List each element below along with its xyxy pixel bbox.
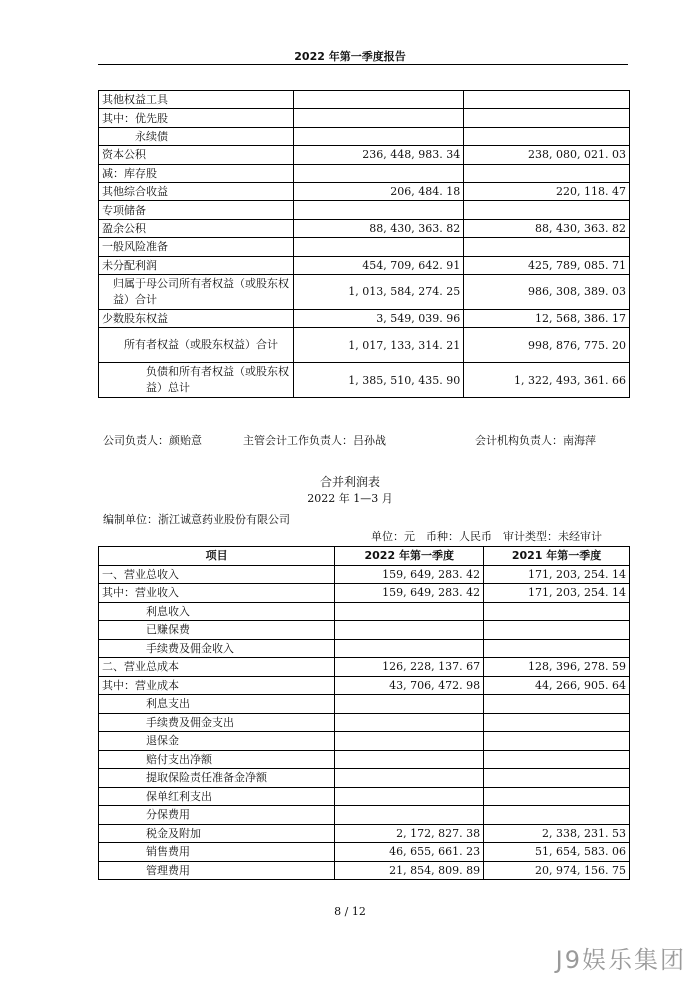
- table-row: [99, 219, 630, 237]
- value-2022: [294, 164, 464, 182]
- income-statement-period: 2022 年 1—3 月: [307, 492, 393, 505]
- value-2022: 1, 385, 510, 435. 90: [294, 363, 464, 398]
- value-2022: 159, 649, 283. 42: [335, 584, 484, 603]
- row-label: 一、营业总收入: [99, 565, 335, 584]
- value-2021: 238, 080, 021. 03: [464, 146, 630, 164]
- table-row: [99, 658, 630, 677]
- balance-sheet-body: [99, 91, 630, 398]
- value-2022: 1, 013, 584, 274. 25: [294, 274, 464, 309]
- row-label: 提取保险责任准备金净额: [99, 769, 335, 788]
- row-label: 资本公积: [99, 146, 294, 164]
- value-2021: [484, 695, 630, 714]
- value-2021: 171, 203, 254. 14: [484, 584, 630, 603]
- value-2021: [484, 639, 630, 658]
- row-label: 二、营业总成本: [99, 658, 335, 677]
- row-label: 税金及附加: [99, 824, 335, 843]
- row-label: 保单红利支出: [99, 787, 335, 806]
- units-line: 单位：元 币种：人民币 审计类型：未经审计: [371, 530, 602, 543]
- value-2022: [335, 639, 484, 658]
- value-2021: 425, 789, 085. 71: [464, 256, 630, 274]
- table-row: [99, 750, 630, 769]
- table-row: [99, 565, 630, 584]
- value-2021: 51, 654, 583. 06: [484, 843, 630, 862]
- row-label: 所有者权益（或股东权益）合计: [99, 328, 294, 363]
- table-row: [99, 274, 630, 309]
- value-2021: [484, 602, 630, 621]
- table-row: [99, 309, 630, 327]
- value-2021: 171, 203, 254. 14: [484, 565, 630, 584]
- balance-sheet-table: [98, 90, 630, 398]
- row-label: 手续费及佣金收入: [99, 639, 335, 658]
- row-label: 归属于母公司所有者权益（或股东权益）合计: [99, 274, 294, 309]
- row-label: 其中：优先股: [99, 109, 294, 127]
- table-row: [99, 769, 630, 788]
- table-row: [99, 127, 630, 145]
- table-row: [99, 676, 630, 695]
- agency-head-signature: 会计机构负责人：南海萍: [475, 434, 596, 447]
- value-2022: 1, 017, 133, 314. 21: [294, 328, 464, 363]
- header-rule: [98, 64, 628, 65]
- table-row: [99, 621, 630, 640]
- value-2022: [335, 621, 484, 640]
- value-2021: 220, 118. 47: [464, 182, 630, 200]
- income-statement-title: 合并利润表: [319, 475, 380, 489]
- value-2021: [484, 732, 630, 751]
- row-label: 其中：营业成本: [99, 676, 335, 695]
- value-2021: [464, 201, 630, 219]
- table-row: [99, 182, 630, 200]
- value-2022: [335, 602, 484, 621]
- row-label: 永续债: [99, 127, 294, 145]
- row-label: 退保金: [99, 732, 335, 751]
- value-2022: [294, 91, 464, 109]
- value-2021: [464, 238, 630, 256]
- value-2021: [484, 806, 630, 825]
- value-2022: 454, 709, 642. 91: [294, 256, 464, 274]
- watermark-logo: J9娱乐集团: [555, 946, 686, 974]
- value-2021: 998, 876, 775. 20: [464, 328, 630, 363]
- value-2022: 2, 172, 827. 38: [335, 824, 484, 843]
- header-2021q1: 2021 年第一季度: [484, 547, 630, 566]
- value-2022: [335, 769, 484, 788]
- table-row: [99, 91, 630, 109]
- table-row: [99, 109, 630, 127]
- table-row: [99, 787, 630, 806]
- table-row: [99, 584, 630, 603]
- value-2021: 44, 266, 905. 64: [484, 676, 630, 695]
- value-2021: [484, 713, 630, 732]
- value-2022: [294, 127, 464, 145]
- value-2022: [335, 732, 484, 751]
- table-row: [99, 238, 630, 256]
- value-2021: [484, 621, 630, 640]
- value-2022: [294, 238, 464, 256]
- value-2021: 2, 338, 231. 53: [484, 824, 630, 843]
- row-label: 利息支出: [99, 695, 335, 714]
- row-label: 其他综合收益: [99, 182, 294, 200]
- table-header-row: [99, 547, 630, 566]
- row-label: 专项储备: [99, 201, 294, 219]
- income-statement-table: [98, 546, 630, 880]
- value-2021: 88, 430, 363. 82: [464, 219, 630, 237]
- table-row: [99, 256, 630, 274]
- row-label: 其中：营业收入: [99, 584, 335, 603]
- value-2022: 206, 484. 18: [294, 182, 464, 200]
- table-row: [99, 201, 630, 219]
- table-row: [99, 861, 630, 880]
- value-2021: 986, 308, 389. 03: [464, 274, 630, 309]
- value-2022: 159, 649, 283. 42: [335, 565, 484, 584]
- table-row: [99, 843, 630, 862]
- row-label: 手续费及佣金支出: [99, 713, 335, 732]
- table-row: [99, 824, 630, 843]
- table-row: [99, 732, 630, 751]
- value-2021: 12, 568, 386. 17: [464, 309, 630, 327]
- value-2022: 126, 228, 137. 67: [335, 658, 484, 677]
- value-2021: [464, 127, 630, 145]
- table-row: [99, 713, 630, 732]
- accounting-head-signature: 主管会计工作负责人：吕孙战: [243, 434, 386, 447]
- row-label: 减：库存股: [99, 164, 294, 182]
- table-row: [99, 806, 630, 825]
- value-2022: [294, 201, 464, 219]
- row-label: 负债和所有者权益（或股东权益）总计: [99, 363, 294, 398]
- value-2022: 236, 448, 983. 34: [294, 146, 464, 164]
- value-2022: [335, 695, 484, 714]
- value-2022: [294, 109, 464, 127]
- value-2021: 128, 396, 278. 59: [484, 658, 630, 677]
- value-2021: 1, 322, 493, 361. 66: [464, 363, 630, 398]
- row-label: 未分配利润: [99, 256, 294, 274]
- row-label: 赔付支出净额: [99, 750, 335, 769]
- page-number: 8 / 12: [334, 905, 366, 918]
- row-label: 利息收入: [99, 602, 335, 621]
- header-2022q1: 2022 年第一季度: [335, 547, 484, 566]
- table-row: [99, 328, 630, 363]
- value-2022: [335, 806, 484, 825]
- value-2021: 20, 974, 156. 75: [484, 861, 630, 880]
- row-label: 少数股东权益: [99, 309, 294, 327]
- value-2021: [484, 750, 630, 769]
- table-row: [99, 164, 630, 182]
- table-row: [99, 639, 630, 658]
- compiler-unit: 编制单位：浙江诚意药业股份有限公司: [103, 513, 290, 526]
- report-header: 2022 年第一季度报告: [294, 50, 406, 63]
- value-2022: 88, 430, 363. 82: [294, 219, 464, 237]
- value-2022: 43, 706, 472. 98: [335, 676, 484, 695]
- table-row: [99, 602, 630, 621]
- value-2022: [335, 787, 484, 806]
- value-2022: 3, 549, 039. 96: [294, 309, 464, 327]
- header-item: 项目: [99, 547, 335, 566]
- row-label: 盈余公积: [99, 219, 294, 237]
- value-2021: [464, 91, 630, 109]
- company-head-signature: 公司负责人：颜贻意: [103, 434, 202, 447]
- income-statement-body: [99, 565, 630, 880]
- row-label: 管理费用: [99, 861, 335, 880]
- value-2022: 21, 854, 809. 89: [335, 861, 484, 880]
- row-label: 销售费用: [99, 843, 335, 862]
- value-2022: [335, 713, 484, 732]
- value-2021: [484, 787, 630, 806]
- value-2021: [484, 769, 630, 788]
- row-label: 一般风险准备: [99, 238, 294, 256]
- value-2021: [464, 164, 630, 182]
- value-2021: [464, 109, 630, 127]
- table-row: [99, 363, 630, 398]
- table-row: [99, 146, 630, 164]
- row-label: 分保费用: [99, 806, 335, 825]
- table-row: [99, 695, 630, 714]
- row-label: 其他权益工具: [99, 91, 294, 109]
- value-2022: [335, 750, 484, 769]
- value-2022: 46, 655, 661. 23: [335, 843, 484, 862]
- row-label: 已赚保费: [99, 621, 335, 640]
